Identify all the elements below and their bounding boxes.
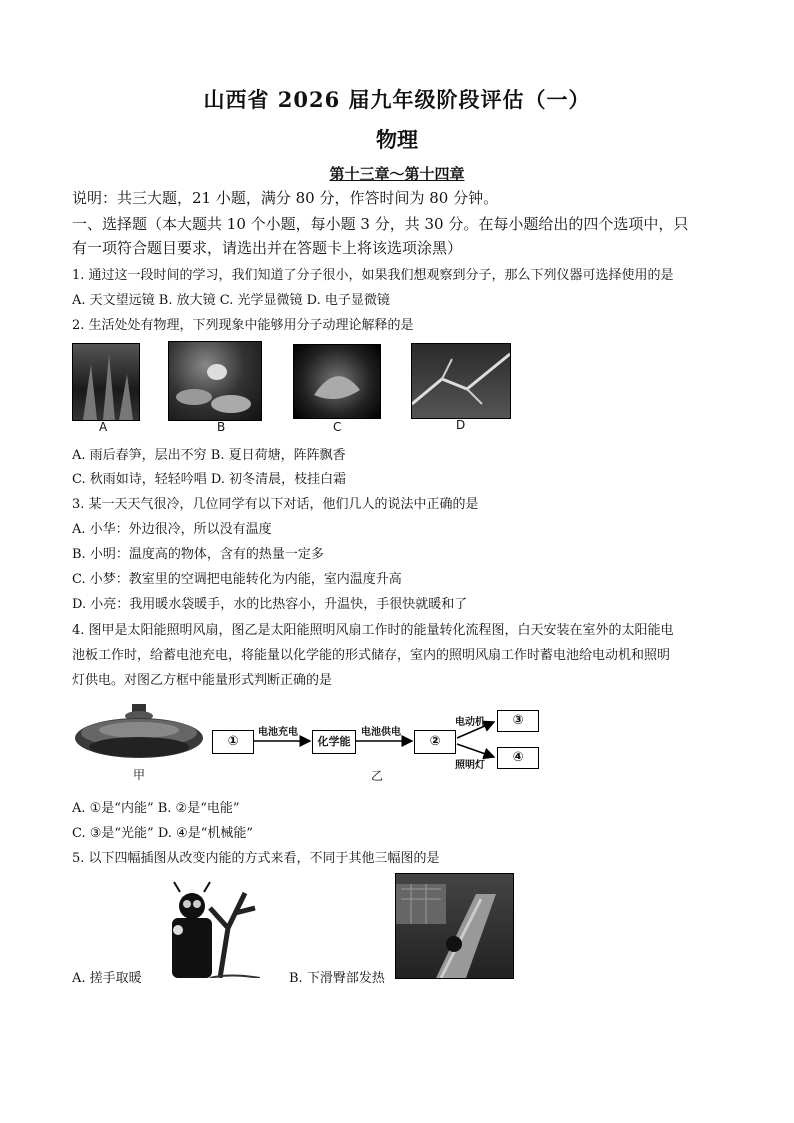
section1-heading-line2: 有一项符合题目要求，请选出并在答题卡上将该选项涂黑） — [72, 239, 463, 257]
q3-option-c: C. 小梦：教室里的空调把电能转化为内能，室内温度升高 — [72, 572, 402, 587]
section1-heading-line1: 一、选择题（本大题共 10 个小题，每小题 3 分，共 30 分。在每小题给出的四个选项中，只 — [72, 215, 689, 233]
q2-stem: 2. 生活处处有物理，下列现象中能够用分子动理论解释的是 — [72, 318, 414, 333]
exam-note: 说明：共三大题，21 小题，满分 80 分，作答时间为 80 分钟。 — [72, 189, 499, 207]
q3-option-a: A. 小华：外边很冷，所以没有温度 — [72, 522, 272, 537]
q2-label-a: A — [99, 420, 108, 434]
q3-option-b: B. 小明：温度高的物体，含有的热量一定多 — [72, 547, 324, 562]
q1-options: A. 天文望远镜 B. 放大镜 C. 光学显微镜 D. 电子显微镜 — [72, 293, 390, 308]
energy-box-chemical: 化学能 — [312, 730, 356, 754]
q5-image-a — [150, 878, 260, 978]
q4-options-line1: A. ①是“内能” B. ②是“电能” — [72, 801, 240, 816]
slide-icon — [396, 874, 513, 978]
label-yi: 乙 — [371, 769, 384, 783]
energy-box-3: ③ — [497, 710, 539, 732]
label-jia: 甲 — [133, 768, 146, 782]
q4-stem-line1: 4. 图甲是太阳能照明风扇，图乙是太阳能照明风扇工作时的能量转化流程图，白天安装在室外的太阳能电 — [72, 623, 674, 638]
q5-option-a: A. 搓手取暖 — [72, 971, 142, 986]
arrow-label-charge: 电池充电 — [258, 727, 298, 738]
label-motor: 电动机 — [455, 717, 485, 728]
q3-stem: 3. 某一天天气很冷，几位同学有以下对话，他们几人的说法中正确的是 — [72, 497, 479, 512]
rubbing-hands-icon — [150, 878, 260, 978]
q5-stem: 5. 以下四幅插图从改变内能的方式来看，不同于其他三幅图的是 — [72, 851, 440, 866]
q4-stem-line2: 池板工作时，给蓄电池充电，将能量以化学能的形式储存，室内的照明风扇工作时蓄电池给电动机和照明 — [72, 648, 671, 663]
energy-box-4: ④ — [497, 747, 539, 769]
subject-title: 物理 — [376, 127, 418, 152]
q2-label-c: C — [333, 420, 342, 434]
energy-box-1: ① — [212, 730, 254, 754]
q4-options-line2: C. ③是“光能” D. ④是“机械能” — [72, 826, 253, 841]
q5-image-b — [395, 873, 514, 979]
q5-option-b: B. 下滑臀部发热 — [289, 971, 385, 986]
q2-options-line2: C. 秋雨如诗，轻轻吟唱 D. 初冬清晨，枝挂白霜 — [72, 472, 347, 487]
q2-label-b: B — [217, 420, 226, 434]
q2-options-line1: A. 雨后春笋，层出不穷 B. 夏日荷塘，阵阵飘香 — [72, 448, 346, 463]
exam-title: 山西省 2026 届九年级阶段评估（一） — [203, 87, 591, 112]
arrow-label-supply: 电池供电 — [361, 727, 401, 738]
energy-box-2: ② — [414, 730, 456, 754]
q4-stem-line3: 灯供电。对图乙方框中能量形式判断正确的是 — [72, 673, 333, 688]
chapter-range-text: 第十三章～第十四章 — [329, 165, 465, 183]
q2-label-d: D — [456, 418, 466, 432]
q1-stem: 1. 通过这一段时间的学习，我们知道了分子很小，如果我们想观察到分子，那么下列仪器可选择使用的是 — [72, 268, 674, 283]
label-lamp: 照明灯 — [455, 760, 485, 771]
q3-option-d: D. 小亮：我用暖水袋暖手，水的比热容小，升温快，手很快就暖和了 — [72, 597, 468, 612]
